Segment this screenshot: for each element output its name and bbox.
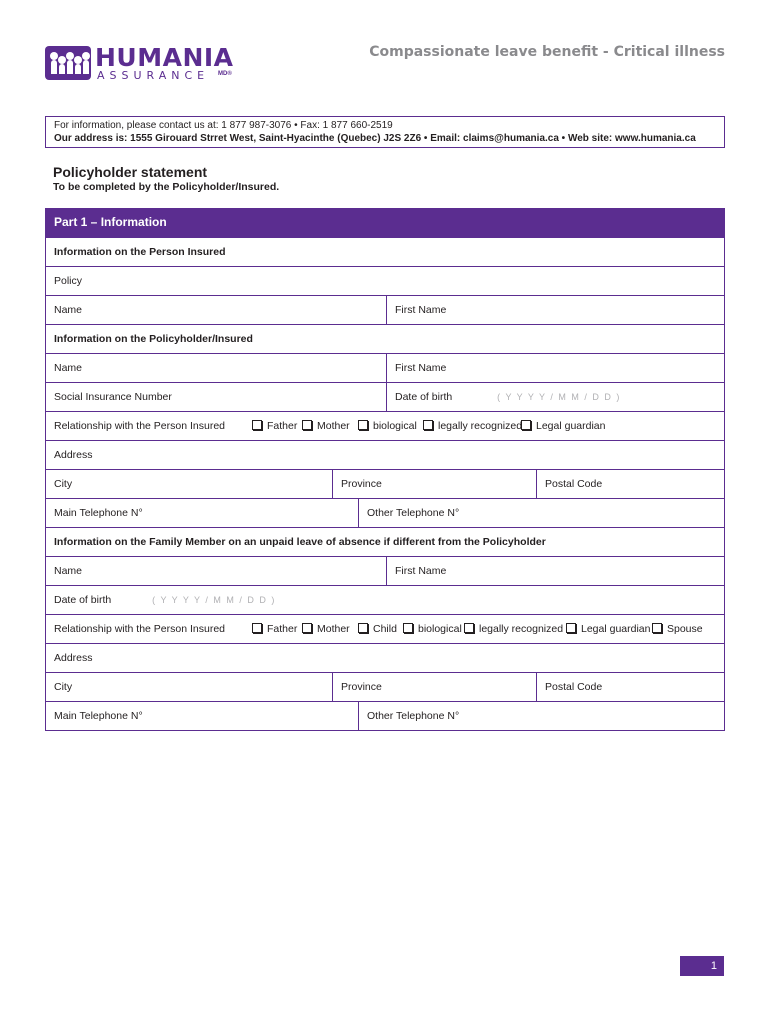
family-city-row <box>46 672 724 701</box>
checkbox-icon <box>423 420 433 430</box>
insured-heading-row <box>46 237 724 266</box>
other-telephone-field[interactable]: Other Telephone N° <box>358 499 724 527</box>
city-field[interactable]: City <box>54 681 73 693</box>
checkbox-legally-recognized[interactable]: legally recognized <box>423 412 522 440</box>
checkbox-biological[interactable]: biological <box>358 412 417 440</box>
policyholder-relationship-row <box>46 411 724 440</box>
section-title: Policyholder statement <box>53 164 208 180</box>
family-member-heading: Information on the Family Member on an unpaid leave of absence if different from the Policyholder <box>54 536 546 548</box>
checkbox-legal-guardian[interactable]: Legal guardian <box>566 615 650 643</box>
checkbox-child[interactable]: Child <box>358 615 397 643</box>
section-subtitle: To be completed by the Policyholder/Insured. <box>53 181 280 193</box>
checkbox-legal-guardian[interactable]: Legal guardian <box>521 412 605 440</box>
other-telephone-field[interactable]: Other Telephone N° <box>358 702 724 730</box>
checkbox-icon <box>464 623 474 633</box>
dob-label: Date of birth <box>395 391 453 403</box>
checkbox-mother[interactable]: Mother <box>302 412 350 440</box>
checkbox-legally-recognized[interactable]: legally recognized <box>464 615 563 643</box>
sin-dob-row <box>46 382 724 411</box>
policyholder-first-name-field[interactable]: First Name <box>386 354 724 382</box>
family-name-row <box>46 556 724 585</box>
family-name-field[interactable]: Name <box>54 565 83 577</box>
insured-heading: Information on the Person Insured <box>54 246 226 258</box>
province-field[interactable]: Province <box>332 470 536 498</box>
page-number: 1 <box>680 956 724 976</box>
insured-name-field[interactable]: Name <box>54 304 83 316</box>
dob-placeholder: ( Y Y Y Y / M M / D D ) <box>497 392 621 402</box>
main-telephone-field[interactable]: Main Telephone N° <box>54 710 143 722</box>
policyholder-heading-row <box>46 324 724 353</box>
sin-field[interactable]: Social Insurance Number <box>54 391 172 403</box>
contact-box <box>45 116 725 148</box>
family-phone-row <box>46 701 724 730</box>
family-dob-row <box>46 585 724 614</box>
policyholder-name-field[interactable]: Name <box>54 362 83 374</box>
policy-field[interactable]: Policy <box>54 275 83 287</box>
checkbox-icon <box>566 623 576 633</box>
checkbox-icon <box>521 420 531 430</box>
address-field[interactable]: Address <box>54 652 93 664</box>
family-address-row <box>46 643 724 672</box>
checkbox-father[interactable]: Father <box>252 412 297 440</box>
document-title: Compassionate leave benefit - Critical illness <box>369 44 725 60</box>
logo-name: HUMANIA <box>95 43 234 72</box>
postal-code-field[interactable]: Postal Code <box>536 673 724 701</box>
insured-first-name-field[interactable]: First Name <box>386 296 724 324</box>
checkbox-icon <box>252 420 262 430</box>
page-header <box>45 44 725 84</box>
postal-code-field[interactable]: Postal Code <box>536 470 724 498</box>
checkbox-icon <box>652 623 662 633</box>
main-telephone-field[interactable]: Main Telephone N° <box>54 507 143 519</box>
policyholder-phone-row <box>46 498 724 527</box>
address-line: Our address is: 1555 Girouard Strret West, Saint-Hyacinthe (Quebec) J2S 2Z6 • Email: claims@humania.ca • Web site: www.humania.ca <box>54 133 696 144</box>
family-dob-field[interactable] <box>46 586 724 614</box>
policyholder-name-row <box>46 353 724 382</box>
family-logo-icon <box>45 46 91 80</box>
contact-line: For information, please contact us at: 1 877 987-3076 • Fax: 1 877 660-2519 <box>54 120 393 131</box>
relationship-label: Relationship with the Person Insured <box>54 420 226 432</box>
checkbox-spouse[interactable]: Spouse <box>652 615 703 643</box>
checkbox-icon <box>302 420 312 430</box>
logo-trademark: MD® <box>218 71 232 77</box>
checkbox-icon <box>252 623 262 633</box>
policyholder-heading: Information on the Policyholder/Insured <box>54 333 253 345</box>
province-field[interactable]: Province <box>332 673 536 701</box>
checkbox-mother[interactable]: Mother <box>302 615 350 643</box>
information-form <box>45 208 725 731</box>
relationship-label: Relationship with the Person Insured <box>54 623 226 635</box>
address-field[interactable]: Address <box>54 449 93 461</box>
policy-row <box>46 266 724 295</box>
dob-label: Date of birth <box>54 594 112 606</box>
city-field[interactable]: City <box>54 478 73 490</box>
checkbox-icon <box>358 420 368 430</box>
logo-subtitle: ASSURANCE <box>97 69 210 82</box>
checkbox-father[interactable]: Father <box>252 615 297 643</box>
family-heading-row <box>46 527 724 556</box>
policyholder-city-row <box>46 469 724 498</box>
checkbox-icon <box>302 623 312 633</box>
family-first-name-field[interactable]: First Name <box>386 557 724 585</box>
part-1-header: Part 1 – Information <box>46 208 724 237</box>
checkbox-icon <box>403 623 413 633</box>
insured-name-row <box>46 295 724 324</box>
humania-logo <box>45 44 255 84</box>
checkbox-icon <box>358 623 368 633</box>
policyholder-address-row <box>46 440 724 469</box>
policyholder-dob-field[interactable] <box>386 383 724 411</box>
checkbox-biological[interactable]: biological <box>403 615 462 643</box>
dob-placeholder: ( Y Y Y Y / M M / D D ) <box>152 595 276 605</box>
family-relationship-row <box>46 614 724 643</box>
